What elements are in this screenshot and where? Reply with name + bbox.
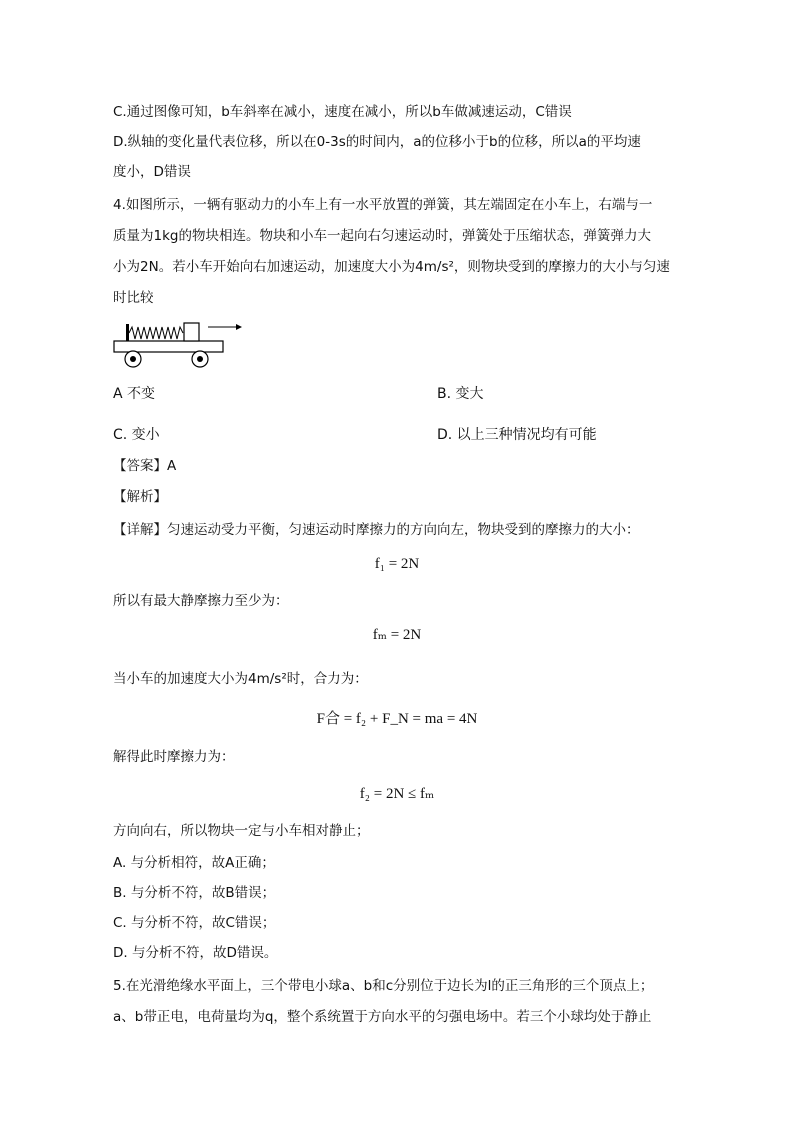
q3-option-d-line2: 度小，D错误 [113, 164, 191, 180]
q4-conclusion-a: A. 与分析相符，故A正确； [113, 855, 275, 871]
q4-stem-line2: 质量为1kg的物块相连。物块和小车一起向右匀速运动时，弹簧处于压缩状态，弹簧弹力大 [113, 228, 651, 244]
equation-net-force: F合 = f₂ + F_N = ma = 4N [316, 711, 478, 727]
q4-option-a: A 不变 [113, 386, 156, 402]
q3-option-d-line1: D.纵轴的变化量代表位移，所以在0-3s的时间内，a的位移小于b的位移，所以a的平均速 [113, 134, 641, 150]
q4-conclusion-c: C. 与分析不符，故C错误； [113, 915, 276, 931]
q4-detail: 【详解】匀速运动受力平衡，匀速运动时摩擦力的方向向左，物块受到的摩擦力的大小： [113, 522, 640, 538]
q4-stem-line1: 4.如图所示，一辆有驱动力的小车上有一水平放置的弹簧，其左端固定在小车上，右端与一 [113, 197, 653, 213]
q4-option-b: B. 变大 [437, 386, 484, 402]
cart-spring-diagram [110, 318, 250, 370]
q4-conclusion-d: D. 与分析不符，故D错误。 [113, 945, 278, 961]
q4-text-max-static: 所以有最大静摩擦力至少为： [113, 593, 289, 609]
q4-conclusion-b: B. 与分析不符，故B错误； [113, 885, 276, 901]
q5-line2: a、b带正电，电荷量均为q，整个系统置于方向水平的匀强电场中。若三个小球均处于静止 [113, 1009, 652, 1025]
q4-option-d: D. 以上三种情况均有可能 [437, 427, 597, 443]
equation-f2: f₂ = 2N ≤ fₘ [359, 786, 435, 802]
q3-option-c: C.通过图像可知，b车斜率在减小，速度在减小，所以b车做减速运动，C错误 [113, 104, 572, 120]
equation-f1: f₁ = 2N [374, 556, 420, 572]
q4-stem-line3: 小为2N。若小车开始向右加速运动，加速度大小为4m/s²，则物块受到的摩擦力的大小与匀速 [113, 259, 670, 275]
q4-text-accel: 当小车的加速度大小为4m/s²时，合力为： [113, 671, 368, 687]
q5-line1: 5.在光滑绝缘水平面上，三个带电小球a、b和c分别位于边长为l的正三角形的三个顶点上； [113, 978, 654, 994]
q4-text-solve: 解得此时摩擦力为： [113, 749, 235, 765]
q4-stem-line4: 时比较 [113, 290, 154, 306]
q4-option-c: C. 变小 [113, 427, 160, 443]
q4-answer: 【答案】A [113, 458, 177, 474]
q4-analysis-header: 【解析】 [113, 489, 167, 505]
q4-text-direction: 方向向右，所以物块一定与小车相对静止； [113, 823, 370, 839]
equation-fm: fₘ = 2N [372, 627, 422, 643]
